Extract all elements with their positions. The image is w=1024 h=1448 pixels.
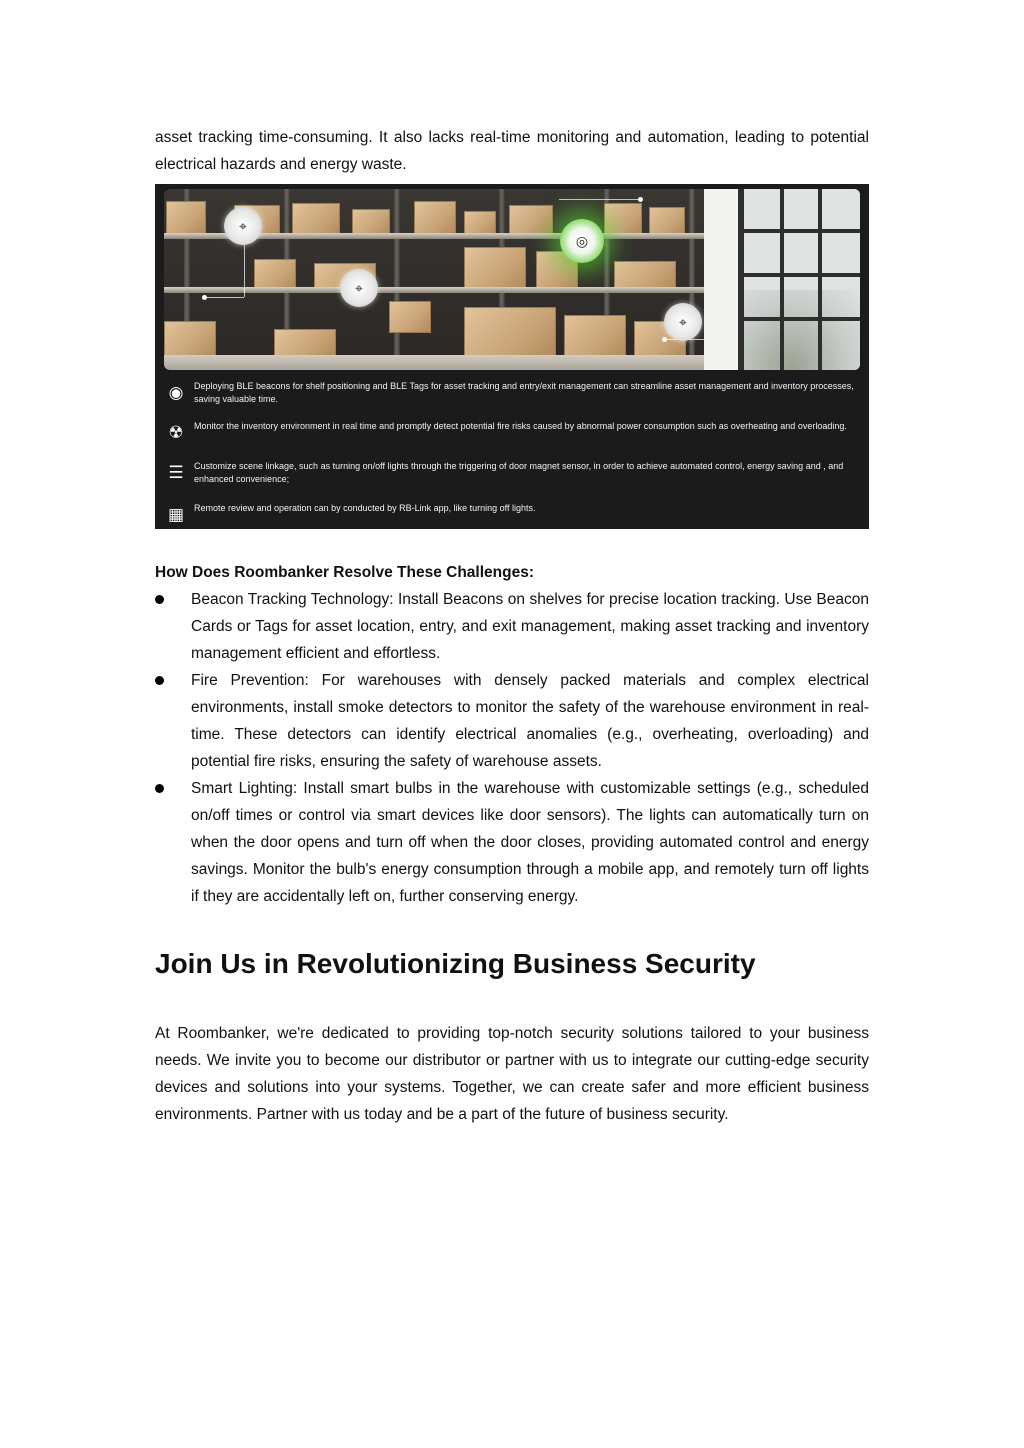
warehouse-solution-figure — [155, 184, 869, 529]
bullet-icon — [155, 676, 164, 685]
keypad-icon: ▦ — [167, 505, 185, 524]
solutions-heading: How Does Roombanker Resolve These Challenges: — [155, 564, 534, 581]
list-item — [155, 667, 869, 775]
bullet-icon — [155, 595, 164, 604]
warehouse-window — [704, 189, 860, 370]
intro-paragraph: asset tracking time-consuming. It also lacks real-time monitoring and automation, leading to potential electrical hazards and energy waste. — [155, 129, 869, 173]
feature-item — [165, 460, 864, 486]
list-item — [155, 775, 869, 910]
closing-paragraph: At Roombanker, we're dedicated to providing top-notch security solutions tailored to your business needs. We invite you to become our distributor or partner with us to integrate our cutting-edge security devices and solutions into your systems. Together, we can create safer and more efficient business environments. Partner with us today and be a part of the future of business security. — [155, 1025, 869, 1123]
feature-text: Remote review and operation can by conducted by RB-Link app, like turning off lights. — [194, 503, 536, 513]
section-heading: Join Us in Revolutionizing Business Security — [155, 948, 756, 979]
feature-text: Monitor the inventory environment in real time and promptly detect potential fire risks caused by abnormal power consumption such as overheating and overloading. — [194, 421, 847, 431]
warehouse-photo — [164, 189, 860, 370]
beacon-signal-icon: ◉ — [168, 383, 184, 402]
smoke-detector-icon: ☢ — [168, 423, 184, 442]
feature-item — [165, 502, 864, 524]
list-item — [155, 586, 869, 667]
feature-item — [165, 380, 864, 406]
feature-item — [165, 420, 864, 442]
list-item-text: Beacon Tracking Technology: Install Beacons on shelves for precise location tracking. Use Beacon Cards or Tags for asset location, entry, and exit management, making asset tracking and inventory management efficient and effortless. — [191, 591, 869, 662]
bullet-icon — [155, 784, 164, 793]
scene-linkage-icon: ☰ — [168, 463, 184, 482]
beacon-location-icon: ⌖ — [224, 207, 262, 245]
beacon-location-icon: ⌖ — [340, 269, 378, 307]
warehouse-shelves — [164, 189, 704, 370]
beacon-location-icon: ⌖ — [664, 303, 702, 341]
feature-text: Customize scene linkage, such as turning on/off lights through the triggering of door magnet sensor, in order to achieve automated control, energy saving and , and enhanced convenience; — [194, 461, 844, 484]
list-item-text: Fire Prevention: For warehouses with densely packed materials and complex electrical environments, install smoke detectors to monitor the safety of the warehouse environment in real-time. These detectors can identify electrical anomalies (e.g., overheating, overloading) and potential fire risks, ensuring the safety of warehouse assets. — [191, 672, 869, 770]
list-item-text: Smart Lighting: Install smart bulbs in the warehouse with customizable settings (e.g., scheduled on/off times or control via smart devices like door sensors). The lights can automatically turn on when the door opens and turn off when the door closes, providing automated control and energy savings. Monitor the bulb's energy consumption through a mobile app, and remotely turn off lights if they are accidentally left on, further conserving energy. — [191, 780, 869, 905]
solutions-list — [155, 586, 869, 910]
active-beacon-icon: ◎ — [560, 219, 604, 263]
feature-text: Deploying BLE beacons for shelf positioning and BLE Tags for asset tracking and entry/exit management can streamline asset management and inventory processes, saving valuable time. — [194, 381, 854, 404]
document-page — [155, 124, 869, 1128]
